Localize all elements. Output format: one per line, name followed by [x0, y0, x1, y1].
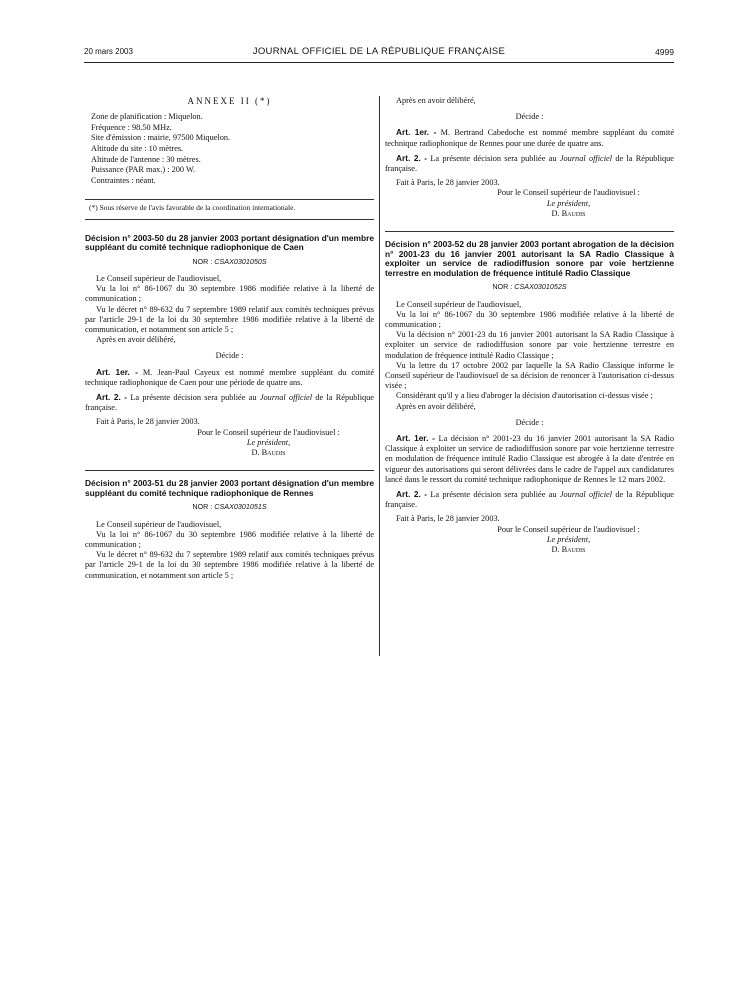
signature-line: Pour le Conseil supérieur de l'audiovisuel :	[497, 188, 640, 198]
signature-role: Le président,	[546, 198, 591, 208]
article-label: Art. 2. -	[96, 391, 128, 402]
signed-at: Fait à Paris, le 28 janvier 2003.	[396, 178, 500, 188]
right-column	[385, 96, 674, 555]
journal-officiel-ref: Journal officiel	[559, 490, 612, 500]
section-rule	[85, 219, 374, 220]
paragraph: Le Conseil supérieur de l'audiovisuel,	[96, 273, 222, 283]
signature-name: D. Baudis	[551, 208, 586, 218]
article-text: La décision n° 2001-23 du 16 janvier 2001 autorisant la SA Radio Classique à exploiter un service de radiodiffusion sonore par voie hertzienne terrestre en modulation de fréquence intitulé Radio Classique est abrogée à la date d'entrée en vigueur des autorisations qui seront délivrées dans le cadre de l'appel aux candidatures lancé dans le ressort du comité technique radiophonique de Rennes le 12 mars 2002.	[385, 434, 675, 484]
nor-label: NOR :	[192, 502, 213, 512]
paragraph: Le Conseil supérieur de l'audiovisuel,	[96, 519, 222, 529]
article-label: Art. 2. -	[396, 489, 428, 500]
article-1	[85, 367, 374, 388]
nor-code: CSAX0301050S	[214, 256, 267, 266]
footnote: (*) Sous réserve de l'avis favorable de la coordination internationale.	[89, 203, 296, 213]
annex-title: ANNEXE II (*)	[187, 96, 272, 106]
annex-line: Altitude de l'antenne : 30 mètres.	[91, 154, 201, 164]
article-text: de la République française.	[385, 153, 674, 174]
paragraph: Après en avoir délibéré,	[396, 96, 476, 105]
paragraph: Le Conseil supérieur de l'audiovisuel,	[396, 299, 522, 309]
decide-label: Décide :	[515, 417, 544, 427]
paragraph: Vu la loi n° 86-1067 du 30 septembre 1986 modifiée relative à la liberté de communication ;	[385, 309, 674, 330]
signature-role: Le président,	[546, 534, 591, 544]
signature-name: D. Baudis	[551, 545, 586, 555]
signature-block	[85, 428, 374, 459]
column-divider	[379, 96, 380, 656]
paragraph: Vu le décret n° 89-632 du 7 septembre 1989 relatif aux comités techniques prévus par l'article 29-1 de la loi du 30 septembre 1986 modifiée relative à la liberté de communication, et notamment son article 5 ;	[85, 304, 374, 334]
article-text: de la République française.	[385, 490, 674, 510]
article-text: La présente décision sera publiée au	[130, 392, 257, 402]
nor-reference	[385, 282, 674, 292]
signature-title	[463, 199, 674, 209]
nor-code: CSAX0301051S	[214, 502, 267, 512]
decision-title: Décision n° 2003-51 du 28 janvier 2003 portant désignation d'un membre suppléant du comité technique radiophonique de Rennes	[85, 478, 374, 498]
paragraph: Après en avoir délibéré,	[96, 335, 176, 345]
article-2	[85, 392, 374, 413]
footnote-rule	[85, 199, 374, 200]
article-1	[385, 127, 674, 148]
article-text: La présente décision sera publiée au	[430, 153, 557, 163]
paragraph: Vu la décision n° 2001-23 du 16 janvier 2001 autorisant la SA Radio Classique à exploiter un service de radiodiffusion sonore par voie hertzienne terrestre en modulation de fréquence intitulé Radio Classique ;	[385, 330, 674, 360]
signature-title	[163, 438, 374, 448]
header-rule	[84, 62, 674, 63]
page-header	[84, 47, 674, 63]
article-text: M. Jean-Paul Cayeux est nommé membre suppléant du comité technique radiophonique de Caen pour une période de quatre ans.	[85, 367, 375, 387]
paragraph: Vu la lettre du 17 octobre 2002 par laquelle la SA Radio Classique informe le Conseil supérieur de l'audiovisuel de sa décision de renoncer à l'autorisation ci-dessus visée ;	[385, 360, 674, 391]
annex-line: Zone de planification : Miquelon.	[91, 112, 203, 122]
article-label: Art. 1er. -	[96, 366, 138, 377]
section-rule	[385, 231, 674, 232]
decision-title: Décision n° 2003-50 du 28 janvier 2003 portant désignation d'un membre suppléant du comité technique radiophonique de Caen	[85, 232, 374, 253]
signed-at: Fait à Paris, le 28 janvier 2003.	[96, 417, 200, 427]
article-text: M. Bertrand Cabedoche est nommé membre suppléant du comité technique radiophonique de Rennes pour une durée de quatre ans.	[385, 128, 674, 148]
annex-line: Altitude du site : 10 mètres.	[91, 143, 184, 153]
nor-code: CSAX0301052S	[514, 282, 567, 292]
paragraph: Vu la loi n° 86-1067 du 30 septembre 1986 modifiée relative à la liberté de communication ;	[85, 529, 374, 549]
nor-reference	[85, 257, 374, 267]
signature-line: Pour le Conseil supérieur de l'audiovisuel :	[197, 427, 340, 437]
paragraph: Vu la loi n° 86-1067 du 30 septembre 1986 modifiée relative à la liberté de communication ;	[85, 284, 374, 304]
signed-at: Fait à Paris, le 28 janvier 2003.	[396, 514, 500, 524]
article-text: de la République française.	[85, 392, 374, 413]
annex-line: Site d'émission : mairie, 97500 Miquelon.	[91, 133, 231, 143]
signature-name: D. Baudis	[251, 448, 286, 457]
article-1	[385, 433, 674, 485]
signature-block	[385, 525, 674, 556]
journal-officiel-ref: Journal officiel	[259, 392, 312, 402]
journal-officiel-ref: Journal officiel	[559, 153, 612, 163]
article-2	[385, 489, 674, 510]
article-label: Art. 2. -	[396, 152, 428, 163]
paragraph: Vu le décret n° 89-632 du 7 septembre 1989 relatif aux comités techniques prévus par l'article 29-1 de la loi du 30 septembre 1986 modifiée relative à la liberté de communication, et notamment son article 5 ;	[85, 550, 374, 580]
article-label: Art. 1er. -	[396, 127, 437, 138]
annex-details	[85, 112, 374, 186]
annex-line: Contraintes : néant.	[91, 175, 156, 185]
header-date: 20 mars 2003	[84, 47, 133, 56]
nor-label: NOR :	[192, 256, 213, 266]
annex-line: Fréquence : 98.50 MHz.	[91, 122, 172, 132]
decision-title: Décision n° 2003-52 du 28 janvier 2003 portant abrogation de la décision n° 2001-23 du 16 janvier 2001 autorisant la SA Radio Classique à exploiter un service de radiodiffusion sonore par voie hertzienne terrestre en modulation de fréquence intitulé Radio Classique	[385, 239, 674, 278]
journal-title: JOURNAL OFFICIEL DE LA RÉPUBLIQUE FRANÇAISE	[252, 46, 506, 57]
page-number: 4999	[655, 47, 674, 57]
article-label: Art. 1er. -	[396, 433, 435, 444]
nor-label: NOR :	[492, 282, 513, 292]
section-rule	[85, 470, 374, 471]
signature-line: Pour le Conseil supérieur de l'audiovisuel :	[497, 524, 640, 534]
signature-block	[385, 188, 674, 219]
decide-label: Décide :	[515, 112, 544, 122]
annex-line: Puissance (PAR max.) : 200 W.	[91, 165, 196, 175]
paragraph: Après en avoir délibéré,	[396, 401, 476, 411]
article-text: La présente décision sera publiée au	[430, 490, 557, 500]
signature-title	[463, 535, 674, 545]
decide-label: Décide :	[215, 351, 244, 361]
signature-role: Le président,	[246, 437, 291, 447]
paragraph: Considérant qu'il y a lieu d'abroger la décision d'autorisation ci-dessus visée ;	[396, 391, 653, 401]
left-column	[85, 96, 374, 581]
nor-reference	[85, 502, 374, 512]
article-2	[385, 153, 674, 174]
